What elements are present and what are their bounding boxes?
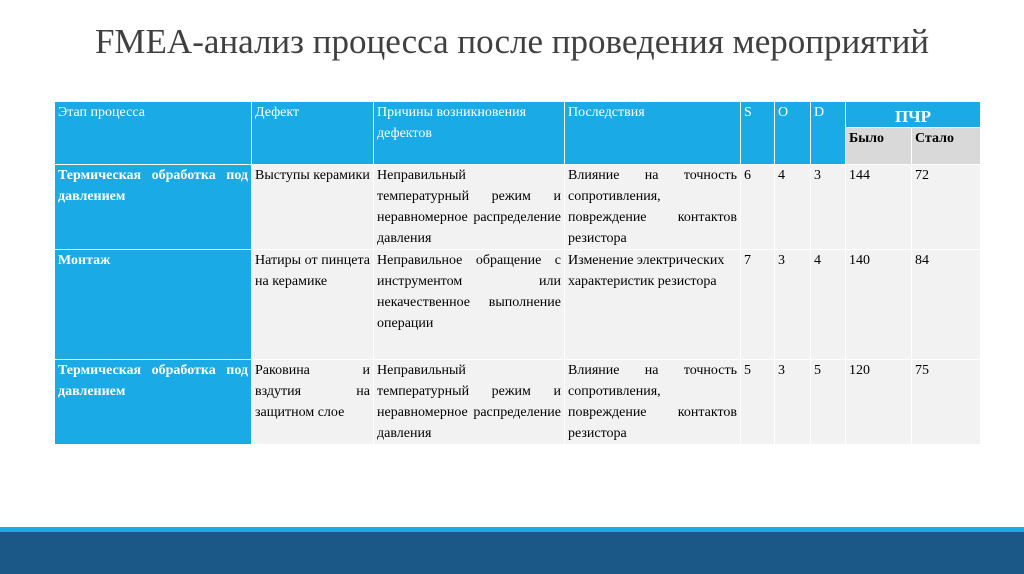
- cell-s: 5: [741, 360, 775, 445]
- cell-d: 3: [811, 165, 846, 250]
- header-stage: Этап процесса: [55, 102, 252, 165]
- cell-defect: Раковина и вздутия на защитном слое: [252, 360, 374, 445]
- table-row: [55, 250, 981, 360]
- cell-o: 4: [775, 165, 811, 250]
- cell-effects: Влияние на точность сопротивления, повреждение контактов резистора: [565, 360, 741, 445]
- cell-after: 75: [912, 360, 981, 445]
- table-row: [55, 360, 981, 445]
- header-o: O: [775, 102, 811, 165]
- header-defect: Дефект: [252, 102, 374, 165]
- table-row: [55, 165, 981, 250]
- header-after: Стало: [912, 128, 981, 165]
- cell-before: 140: [846, 250, 912, 360]
- header-pchr: ПЧР: [846, 102, 981, 128]
- cell-d: 4: [811, 250, 846, 360]
- cell-causes: Неправильное обращение с инструментом или некачественное выполнение операции: [374, 250, 565, 360]
- cell-o: 3: [775, 250, 811, 360]
- cell-causes: Неправильный температурный режим и неравномерное распределение давления: [374, 360, 565, 445]
- footer-bar: [0, 532, 1024, 574]
- cell-s: 6: [741, 165, 775, 250]
- cell-effects: Влияние на точность сопротивления, повреждение контактов резистора: [565, 165, 741, 250]
- header-causes: Причины возникновения дефектов: [374, 102, 565, 165]
- cell-o: 3: [775, 360, 811, 445]
- cell-effects: Изменение электрических характеристик резистора: [565, 250, 741, 360]
- cell-after: 84: [912, 250, 981, 360]
- slide-title: FMEA-анализ процесса после проведения мероприятий: [94, 22, 930, 61]
- cell-stage: Монтаж: [55, 250, 252, 360]
- cell-after: 72: [912, 165, 981, 250]
- header-row: [55, 102, 981, 128]
- cell-before: 120: [846, 360, 912, 445]
- cell-d: 5: [811, 360, 846, 445]
- header-before: Было: [846, 128, 912, 165]
- header-d: D: [811, 102, 846, 165]
- cell-causes: Неправильный температурный режим и неравномерное распределение давления: [374, 165, 565, 250]
- fmea-table: [54, 101, 981, 445]
- header-effects: Последствия: [565, 102, 741, 165]
- cell-stage: Термическая обработка под давлением: [55, 360, 252, 445]
- cell-s: 7: [741, 250, 775, 360]
- header-s: S: [741, 102, 775, 165]
- cell-before: 144: [846, 165, 912, 250]
- cell-defect: Натиры от пинцета на керамике: [252, 250, 374, 360]
- cell-stage: Термическая обработка под давлением: [55, 165, 252, 250]
- cell-defect: Выступы керамики: [252, 165, 374, 250]
